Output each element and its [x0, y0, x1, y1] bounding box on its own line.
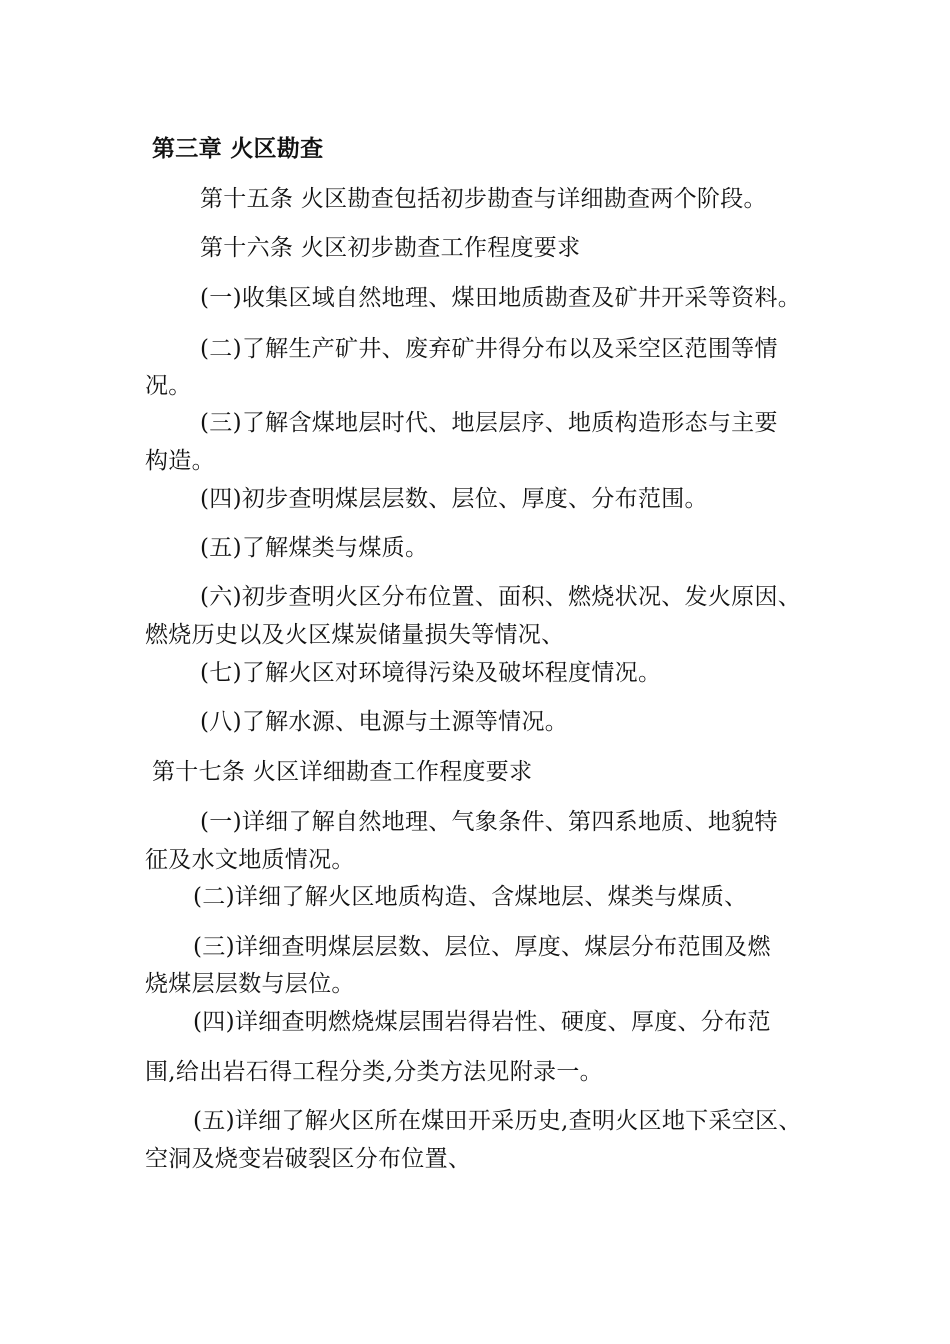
article-17-item-4-cont: 围,给出岩石得工程分类,分类方法见附录一。 — [145, 1059, 603, 1085]
article-16-item-3: (三)了解含煤地层时代、地层层序、地质构造形态与主要 — [200, 410, 778, 436]
article-17-item-5: (五)详细了解火区所在煤田开采历史,查明火区地下采空区、 — [193, 1108, 802, 1134]
article-16-item-5: (五)了解煤类与煤质。 — [200, 535, 429, 561]
article-16-item-3-cont: 构造。 — [145, 448, 215, 474]
article-17-item-1-cont: 征及水文地质情况。 — [145, 847, 355, 873]
article-15: 第十五条 火区勘查包括初步勘查与详细勘查两个阶段。 — [200, 186, 767, 212]
article-16-heading: 第十六条 火区初步勘查工作程度要求 — [200, 235, 581, 261]
article-16-item-2-cont: 况。 — [145, 373, 192, 399]
article-16-item-4: (四)初步查明煤层层数、层位、厚度、分布范围。 — [200, 486, 708, 512]
article-17-heading: 第十七条 火区详细勘查工作程度要求 — [152, 759, 533, 785]
article-16-item-7: (七)了解火区对环境得污染及破坏程度情况。 — [200, 660, 662, 686]
article-17-item-3-cont: 烧煤层层数与层位。 — [145, 971, 355, 997]
article-16-item-2: (二)了解生产矿井、废弃矿井得分布以及采空区范围等情 — [200, 336, 778, 362]
article-16-item-6-cont: 燃烧历史以及火区煤炭储量损失等情况、 — [145, 622, 565, 648]
article-17-item-4: (四)详细查明燃烧煤层围岩得岩性、硬度、厚度、分布范 — [193, 1009, 771, 1035]
article-16-item-8: (八)了解水源、电源与土源等情况。 — [200, 709, 569, 735]
article-17-item-1: (一)详细了解自然地理、气象条件、第四系地质、地貌特 — [200, 809, 778, 835]
article-16-item-1: (一)收集区域自然地理、煤田地质勘查及矿井开采等资料。 — [200, 285, 802, 311]
article-17-item-3: (三)详细查明煤层层数、层位、厚度、煤层分布范围及燃 — [193, 934, 771, 960]
article-17-item-2: (二)详细了解火区地质构造、含煤地层、煤类与煤质、 — [193, 884, 748, 910]
chapter-title: 第三章 火区勘查 — [152, 136, 324, 162]
article-16-item-6: (六)初步查明火区分布位置、面积、燃烧状况、发火原因、 — [200, 584, 802, 610]
article-17-item-5-cont: 空洞及烧变岩破裂区分布位置、 — [145, 1146, 472, 1172]
